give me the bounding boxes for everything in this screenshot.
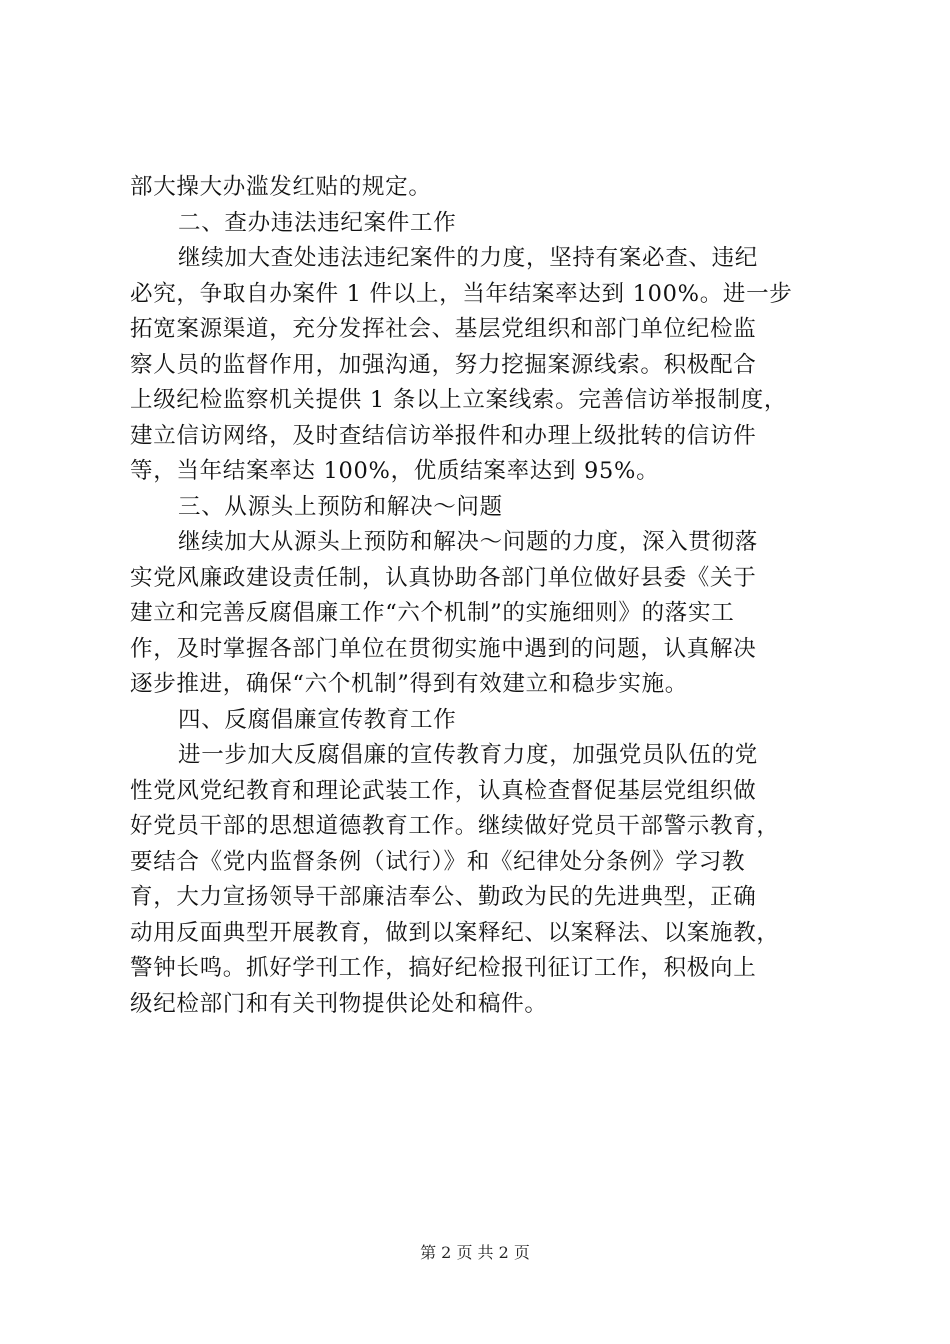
- text-line: 实党风廉政建设责任制，认真协助各部门单位做好县委《关于: [130, 564, 757, 591]
- section-heading-2: 二、查办违法违纪案件工作: [178, 209, 457, 236]
- text-line: 逐步推进，确保“六个机制”得到有效建立和稳步实施。: [130, 671, 689, 697]
- text-line: 作，及时掌握各部门单位在贯彻实施中遇到的问题，认真解决: [130, 635, 757, 662]
- text-line: 级纪检部门和有关刊物提供论处和稿件。: [130, 990, 548, 1017]
- text-line: 进一步加大反腐倡廉的宣传教育力度，加强党员队伍的党: [178, 742, 759, 768]
- text-line: 育，大力宣扬领导干部廉洁奉公、勤政为民的先进典型，正确: [130, 884, 757, 910]
- text-line: 上级纪检监察机关提供 1 条以上立案线索。完善信访举报制度，: [130, 387, 788, 413]
- text-line: 要结合《党内监督条例（试行）》和《纪律处分条例》学习教: [130, 848, 746, 875]
- page-number-footer: 第 2 页 共 2 页: [420, 1243, 530, 1262]
- text-line: 等，当年结案率达 100%，优质结案率达到 95%。: [130, 458, 660, 484]
- text-line: 建立和完善反腐倡廉工作“六个机制”的实施细则》的落实工: [130, 600, 735, 626]
- text-line: 好党员干部的思想道德教育工作。继续做好党员干部警示教育，: [130, 813, 780, 839]
- section-heading-3: 三、从源头上预防和解决～问题: [178, 493, 503, 520]
- text-line: 继续加大查处违法违纪案件的力度，坚持有案必查、违纪: [178, 245, 759, 271]
- section-heading-4: 四、反腐倡廉宣传教育工作: [178, 706, 457, 733]
- text-line: 建立信访网络，及时查结信访举报件和办理上级批转的信访件: [130, 422, 757, 449]
- text-line: 性党风党纪教育和理论武装工作，认真检查督促基层党组织做: [130, 777, 757, 804]
- text-line: 必究，争取自办案件 1 件以上，当年结案率达到 100%。进一步: [130, 280, 793, 307]
- text-line: 部大操大办滥发红贴的规定。: [130, 174, 432, 200]
- text-line: 继续加大从源头上预防和解决～问题的力度，深入贯彻落: [178, 529, 759, 555]
- text-line: 动用反面典型开展教育，做到以案释纪、以案释法、以案施教，: [130, 919, 780, 946]
- text-line: 警钟长鸣。抓好学刊工作，搞好纪检报刊征订工作，积极向上: [130, 955, 757, 981]
- text-line: 拓宽案源渠道，充分发挥社会、基层党组织和部门单位纪检监: [130, 316, 757, 342]
- document-body: [130, 170, 850, 1022]
- text-line: 察人员的监督作用，加强沟通，努力挖掘案源线索。积极配合: [130, 351, 757, 378]
